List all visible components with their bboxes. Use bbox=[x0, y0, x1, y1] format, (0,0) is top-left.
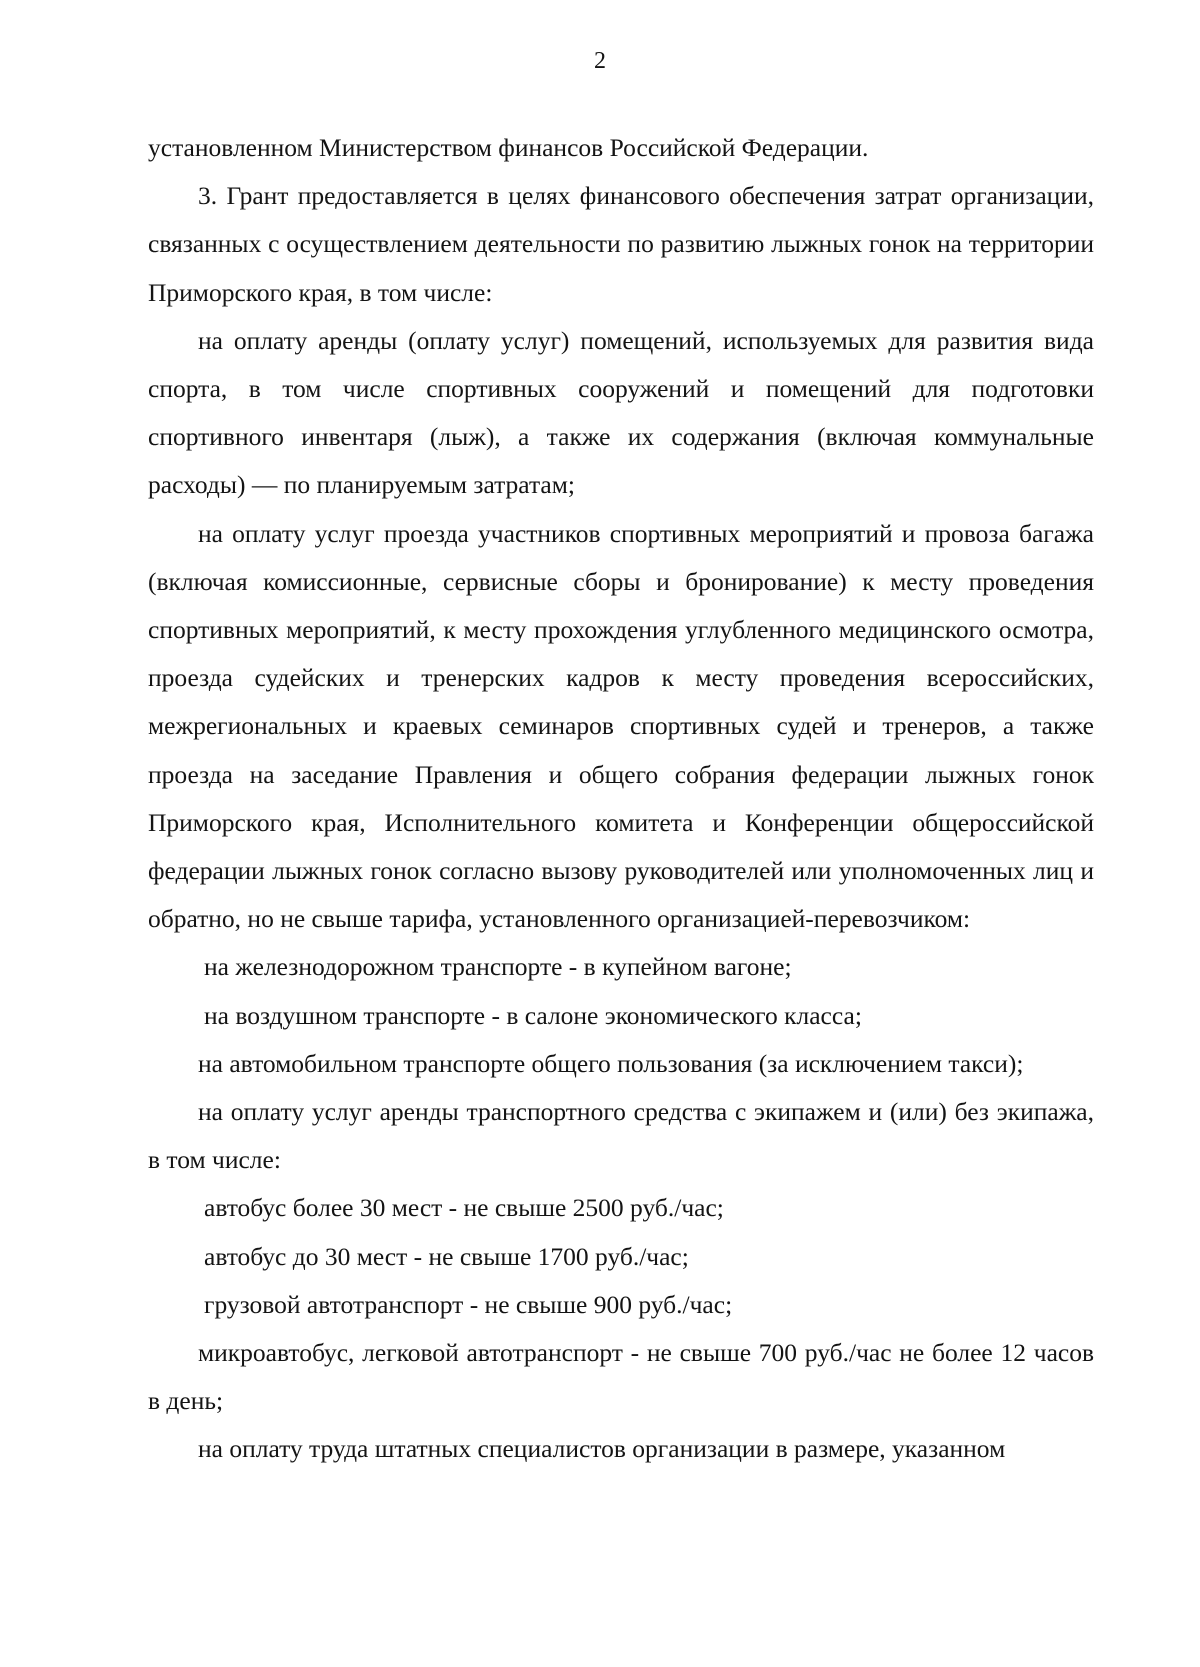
list-item-rail: на железнодорожном транспорте - в купейном вагоне; bbox=[204, 952, 792, 982]
list-item-bus-large: автобус более 30 мест - не свыше 2500 руб./час; bbox=[204, 1193, 724, 1223]
list-item-air: на воздушном транспорте - в салоне экономического класса; bbox=[204, 1000, 862, 1030]
paragraph-rent-payment: на оплату аренды (оплату услуг) помещений, используемых для развития вида спорта, в том числе спортивных сооружений и помещений для подготовки спортивного инвентаря (лыж), а также их содержания (включая коммунальные расходы) — по планируемым затратам; bbox=[148, 325, 1094, 500]
list-item-minibus: микроавтобус, легковой автотранспорт - не свыше 700 руб./час не более 12 часов в день; bbox=[148, 1338, 1094, 1416]
paragraph-continuation: установленном Министерством финансов Российской Федерации. bbox=[148, 133, 869, 162]
list-item-bus-small: автобус до 30 мест - не свыше 1700 руб./час; bbox=[204, 1241, 689, 1271]
paragraph-travel-payment: на оплату услуг проезда участников спортивных мероприятий и провоза багажа (включая комиссионные, сервисные сборы и бронирование) к месту проведения спортивных мероприятий, к месту прохождения углубленного медицинского осмотра, проезда судейских и тренерских кадров к месту проведения всероссийских, межрегиональных и краевых семинаров спортивных судей и тренеров, а также проезда на заседание Правления и общего собрания федерации лыжных гонок Приморского края, Исполнительного комитета и Конференции общероссийской федерации лыжных гонок согласно вызову руководителей или уполномоченных лиц и обратно, но не свыше тарифа, установленного организацией-перевозчиком: bbox=[148, 518, 1094, 934]
list-item-truck: грузовой автотранспорт - не свыше 900 руб./час; bbox=[204, 1289, 733, 1319]
document-body bbox=[148, 124, 1094, 1474]
paragraph-vehicle-rental: на оплату услуг аренды транспортного средства с экипажем и (или) без экипажа, в том числе: bbox=[148, 1097, 1094, 1175]
list-item-road: на автомобильном транспорте общего пользования (за исключением такси); bbox=[198, 1048, 1024, 1078]
paragraph-grant-purpose: 3. Грант предоставляется в целях финансового обеспечения затрат организации, связанных с осуществлением деятельности по развитию лыжных гонок на территории Приморского края, в том числе: bbox=[148, 181, 1094, 307]
page-number: 2 bbox=[594, 48, 606, 74]
paragraph-staff-salary: на оплату труда штатных специалистов организации в размере, указанном bbox=[198, 1434, 1006, 1464]
